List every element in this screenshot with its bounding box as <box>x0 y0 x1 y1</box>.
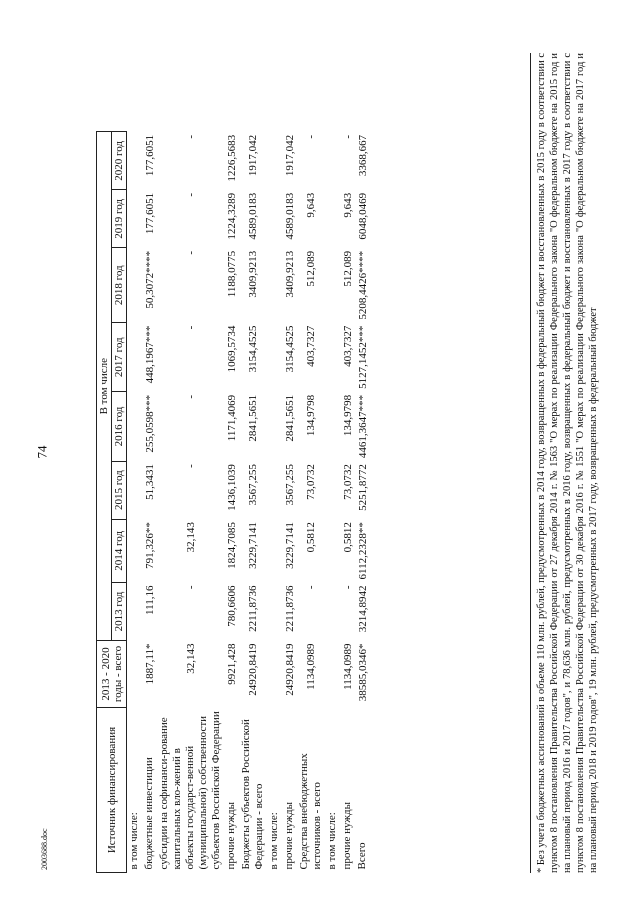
row-value: 3154,4525 <box>283 325 296 373</box>
row-value: 3229,7141 <box>283 522 296 569</box>
row-value: 1917,042 <box>247 134 259 177</box>
table-row <box>340 132 355 873</box>
header-year: 2013 год <box>112 583 127 641</box>
row-value <box>325 190 340 248</box>
page-number: 74 <box>34 445 50 459</box>
row-value <box>127 190 143 248</box>
row-total: 24920,8419 <box>247 643 259 696</box>
row-value <box>127 583 143 641</box>
row-value <box>267 323 282 392</box>
row-value: 255,0598*** <box>143 394 156 453</box>
row-value: 177,6051 <box>143 192 156 235</box>
row-value <box>325 323 340 392</box>
row-value <box>325 583 340 641</box>
row-label: в том числе: <box>326 812 338 870</box>
table-row <box>142 132 157 873</box>
row-total <box>267 641 282 708</box>
header-year: 2018 год <box>112 248 127 323</box>
row-value <box>325 132 340 190</box>
row-value: - <box>184 585 197 590</box>
row-value: 512,089 <box>305 250 317 287</box>
row-value: 403,7327 <box>341 325 354 367</box>
row-label: прочие нужды <box>225 802 237 870</box>
row-label: прочие нужды <box>283 802 295 870</box>
row-value: 0,5812 <box>341 522 354 553</box>
footnote: * Без учета бюджетных ассигнований в объеме 110 млн. рублей, предусмотренных в 2014 году, возвращенных в федеральный бюджет и восстановленных в 2015 году в соответствии с пунктом 8 постановления Правительства Российской Федерации от 27 декабря 2014 г. № 1563 "О мерах по реализации Федерального закона "О федеральном бюджете на 2015 год и на плановый период 2016 и 2017 годов", и 78,636 млн. рублей, предусмотренных в 2016 году, возвращенных в федеральный бюджет и восстановленных в 2017 году в соответствии с пунктом 8 постановления Правительства Российской Федерации от 30 декабря 2016 г. № 1551 "О мерах по реализации Федерального закона "О федеральном бюджете на 2017 год и на плановый период 2018 и 2019 годов", 19 млн. рублей, предусмотренных в 2017 году, возвращенных в федеральный бюджет <box>530 53 600 873</box>
row-value <box>127 323 143 392</box>
row-value: 73,0732 <box>305 464 317 500</box>
row-value: 9,643 <box>305 192 317 218</box>
row-value: 512,089 <box>341 250 354 287</box>
row-total: 38585,0346* <box>356 643 369 702</box>
table-row <box>239 132 267 873</box>
row-value: - <box>305 134 317 139</box>
row-value: 50,3072**** <box>143 250 156 309</box>
row-total: 32,143 <box>184 643 197 674</box>
rotated-page <box>60 0 599 905</box>
row-value: 5251,8772 <box>356 464 369 511</box>
row-value: - <box>184 192 197 197</box>
row-total <box>325 641 340 708</box>
table-row <box>355 132 370 873</box>
table-row <box>267 132 282 873</box>
header-year: 2020 год <box>112 132 127 190</box>
row-value <box>267 583 282 641</box>
doc-id: 2003688.doc <box>40 828 49 870</box>
row-value: 3368,667 <box>356 134 369 177</box>
header-year: 2015 год <box>112 461 127 519</box>
row-value <box>267 248 282 323</box>
row-value <box>127 248 143 323</box>
row-value: 0,5812 <box>305 522 317 553</box>
row-value: 403,7327 <box>305 325 317 367</box>
row-value <box>127 519 143 582</box>
row-value <box>127 132 143 190</box>
row-value: 9,643 <box>341 192 354 218</box>
table-row <box>157 132 224 873</box>
row-value: - <box>184 394 197 399</box>
row-value <box>267 519 282 582</box>
row-value: - <box>184 134 197 139</box>
row-total: 1134,0989 <box>305 643 317 690</box>
row-value: 1069,5734 <box>225 325 238 373</box>
row-value: 1171,4069 <box>225 394 238 442</box>
row-value: - <box>305 585 317 590</box>
row-total: 9921,428 <box>225 643 238 685</box>
row-value: 5208,4426**** <box>356 250 369 320</box>
row-value: 1917,042 <box>283 134 296 177</box>
row-total <box>127 641 143 708</box>
row-value <box>267 461 282 519</box>
row-value: 1824,7085 <box>225 522 238 569</box>
row-total: 1134,0989 <box>341 643 354 690</box>
row-value: 448,1967*** <box>143 325 156 384</box>
header-total: 2013 - 2020 годы - всего <box>97 641 127 708</box>
row-value: 51,3431 <box>143 464 156 500</box>
row-label: в том числе: <box>268 812 280 870</box>
row-value <box>325 248 340 323</box>
row-value <box>267 190 282 248</box>
row-value: 1188,0775 <box>225 250 238 298</box>
header-year: 2017 год <box>112 323 127 392</box>
row-value <box>267 392 282 461</box>
row-value: - <box>184 250 197 255</box>
row-value: 134,9798 <box>305 394 317 437</box>
row-value <box>127 392 143 461</box>
row-value <box>267 132 282 190</box>
row-value: - <box>184 325 197 330</box>
row-value <box>325 461 340 519</box>
row-value: 4461,3647*** <box>356 394 369 459</box>
row-value: 2841,5651 <box>283 394 296 442</box>
row-value <box>127 461 143 519</box>
row-total: 24920,8419 <box>283 643 296 696</box>
row-value: 3409,9213 <box>283 250 296 298</box>
row-value: 2841,5651 <box>247 394 259 442</box>
header-year: 2016 год <box>112 392 127 461</box>
row-label: прочие нужды <box>341 802 353 870</box>
row-value: 5127,1452*** <box>356 325 369 389</box>
header-year: 2014 год <box>112 519 127 582</box>
row-label: Средства внебюджетных источников - всего <box>298 753 323 870</box>
row-value: 73,0732 <box>341 464 354 500</box>
row-value <box>325 392 340 461</box>
row-value: 3567,255 <box>283 464 296 506</box>
row-value: 780,6606 <box>225 585 238 627</box>
row-value: 3409,9213 <box>247 250 259 298</box>
row-value: 32,143 <box>184 522 197 553</box>
header-year: 2019 год <box>112 190 127 248</box>
row-value: 177,6051 <box>143 134 156 177</box>
row-total: 1887,11* <box>143 643 156 685</box>
row-value: 3214,8942 <box>356 585 369 633</box>
row-value: - <box>341 134 354 139</box>
row-label: субсидии на софинанси-рование капитальных вло-жений в объекты государст-венной (муниципальной) собственности субъектов Российской Федерации <box>158 711 222 870</box>
row-value: 791,326** <box>143 522 156 569</box>
row-value: 134,9798 <box>341 394 354 437</box>
header-including: В том числе <box>97 132 112 641</box>
row-value <box>325 519 340 582</box>
row-value: 6112,2328** <box>356 522 369 580</box>
row-label: в том числе: <box>128 812 140 870</box>
row-value: 3567,255 <box>247 464 259 506</box>
row-label: Бюджеты субъектов Российской Федерации - всего <box>240 719 265 870</box>
row-label: бюджетные инвестиции <box>143 757 155 870</box>
row-value: - <box>184 464 197 468</box>
row-value: - <box>341 585 354 590</box>
row-value: 111,16 <box>143 585 156 615</box>
table-row <box>297 132 325 873</box>
row-value: 2211,8736 <box>283 585 296 632</box>
row-value: 4589,0183 <box>247 192 259 240</box>
row-value: 1224,3289 <box>225 192 238 240</box>
row-label: Всего <box>356 842 368 870</box>
row-value: 3229,7141 <box>247 522 259 569</box>
row-value: 1436,1039 <box>225 464 238 511</box>
table-row <box>127 132 143 873</box>
table-row <box>282 132 297 873</box>
row-value: 6048,0469 <box>356 192 369 240</box>
table-row <box>224 132 239 873</box>
row-value: 4589,0183 <box>283 192 296 240</box>
row-value: 3154,4525 <box>247 325 259 373</box>
financing-table <box>96 131 370 873</box>
table-row <box>325 132 340 873</box>
row-value: 2211,8736 <box>247 585 259 632</box>
row-value: 1226,5683 <box>225 134 238 182</box>
header-source: Источник финансирования <box>97 708 127 873</box>
